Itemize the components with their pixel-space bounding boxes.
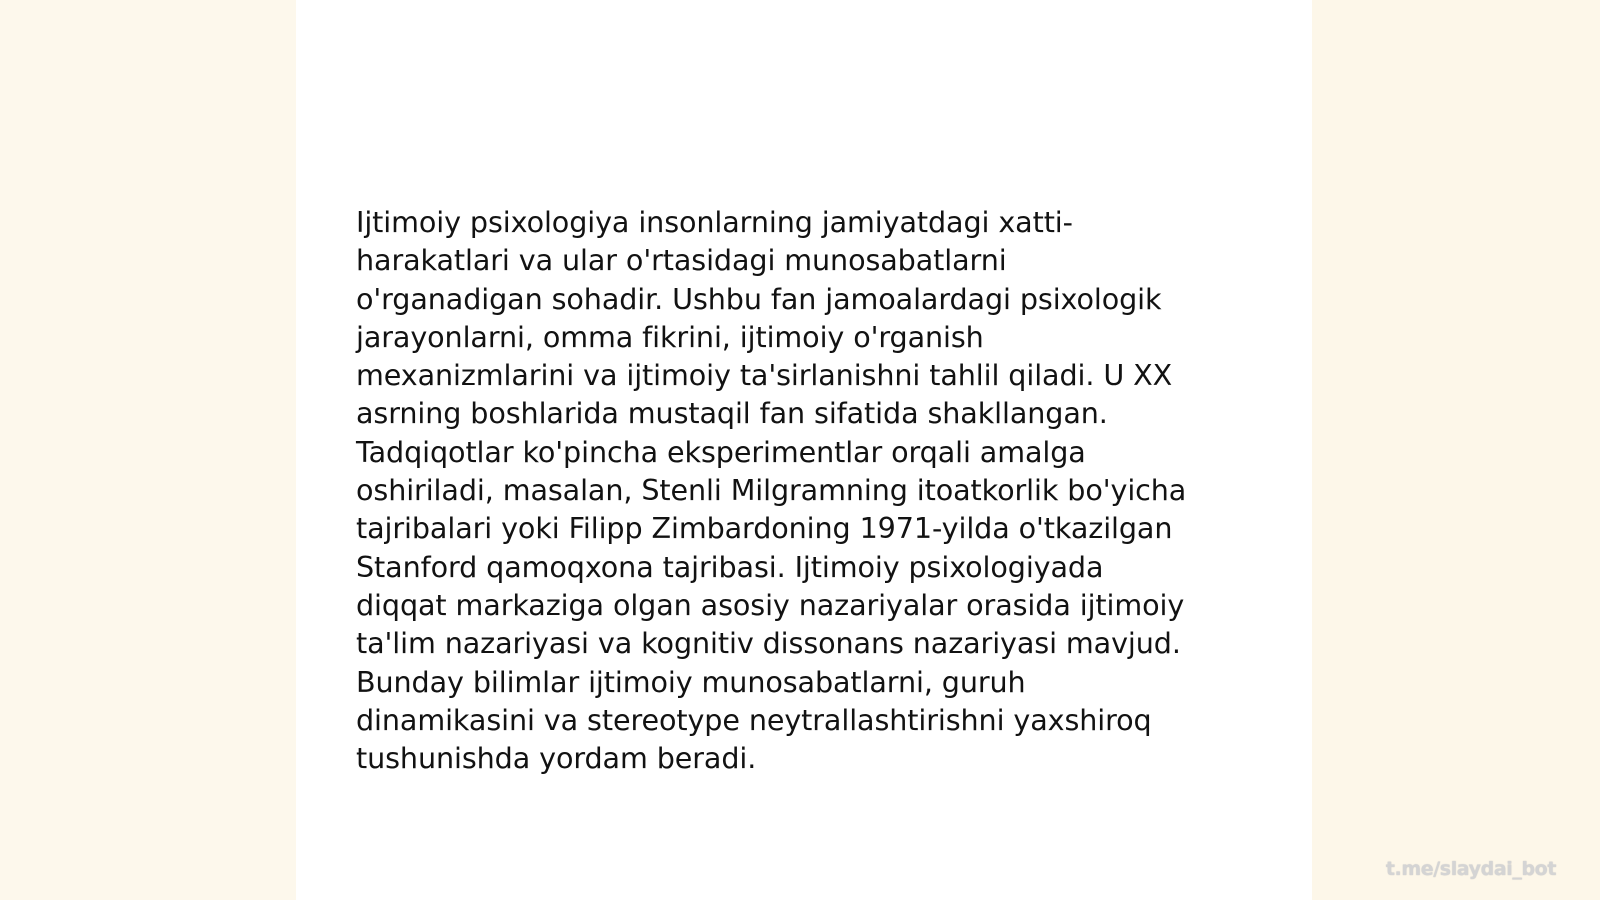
slide-panel	[296, 0, 1312, 900]
text-line: Tadqiqotlar ko'pincha eksperimentlar orqali amalga	[356, 434, 1086, 469]
text-line: dinamikasini va stereotype neytrallashtirishni yaxshiroq	[356, 702, 1152, 737]
watermark-text: t.me/slaydai_bot	[1385, 858, 1556, 880]
text-line: asrning boshlarida mustaqil fan sifatida shakllangan.	[356, 396, 1108, 431]
text-line: Stanford qamoqxona tajribasi. Ijtimoiy psixologiyada	[356, 549, 1104, 584]
text-line: tajribalari yoki Filipp Zimbardoning 1971-yilda o'tkazilgan	[356, 511, 1173, 546]
text-line: oshiriladi, masalan, Stenli Milgramning itoatkorlik bo'yicha	[356, 473, 1187, 508]
text-line: diqqat markaziga olgan asosiy nazariyalar orasida ijtimoiy	[356, 587, 1185, 622]
right-background-strip	[1312, 0, 1600, 900]
text-line: Bunday bilimlar ijtimoiy munosabatlarni, guruh	[356, 664, 1026, 699]
text-line: Ijtimoiy psixologiya insonlarning jamiyatdagi xatti-	[356, 205, 1073, 239]
text-line: tushunishda yordam beradi.	[356, 741, 757, 776]
text-line: mexanizmlarini va ijtimoiy ta'sirlanishni tahlil qiladi. U XX	[356, 358, 1173, 393]
text-line: jarayonlarni, omma fikrini, ijtimoiy o'rganish	[356, 319, 984, 354]
slide-body-text	[356, 203, 1246, 777]
text-line: ta'lim nazariyasi va kognitiv dissonans nazariyasi mavjud.	[356, 626, 1181, 661]
text-line: harakatlari va ular o'rtasidagi munosabatlarni	[356, 243, 1007, 278]
text-line: o'rganadigan sohadir. Ushbu fan jamoalardagi psixologik	[356, 281, 1162, 316]
left-background-strip	[0, 0, 296, 900]
